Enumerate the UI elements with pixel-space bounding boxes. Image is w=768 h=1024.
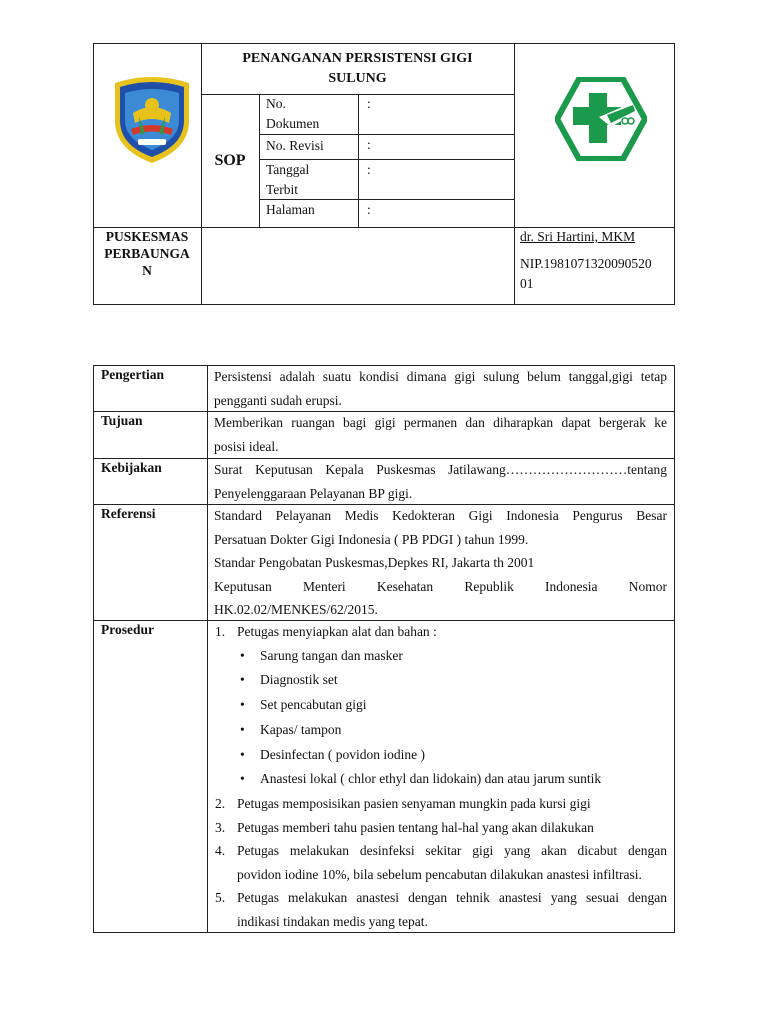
procedure-step [215,792,667,816]
text-line: Surat Keputusan Kepala Puskesmas Jatilawang………………………tentang [214,462,667,477]
list-item [240,718,667,743]
materials-list [237,644,667,793]
step-text: indikasi tindakan medis yang tepat. [237,913,428,929]
field-label-halaman: Halaman [266,202,315,217]
section-text-pengertian [214,365,667,412]
bullet-icon: • [240,721,245,737]
title-line: PENANGANAN PERSISTENSI GIGI [242,50,473,66]
step-number: 4. [215,843,226,859]
field-value-no-dokumen: : [367,96,371,111]
text-line: Penyelenggaraan Pelayanan BP gigi. [214,485,413,501]
text-line: posisi ideal. [214,438,279,454]
section-label-pengertian: Pengertian [101,367,164,382]
text-line: Standard Pelayanan Medis Kedokteran Gigi Indonesia Pengurus Besar [214,508,667,523]
border [259,134,514,135]
list-item [240,743,667,768]
border [93,365,94,933]
puskesmas-logo-icon [555,77,647,161]
step-text: Petugas memberi tahu pasien tentang hal-hal yang akan dilakukan [237,819,594,835]
section-text-kebijakan [214,458,667,505]
org-name-line: PERBAUNGA [104,246,190,261]
field-value-no-revisi: : [367,137,371,152]
regency-emblem-icon [111,73,193,165]
list-item-text: Sarung tangan dan masker [260,647,403,663]
procedure-step [215,816,667,840]
section-label-referensi: Referensi [101,506,156,521]
field-label-no-dokumen [266,94,319,134]
border [358,94,359,227]
bullet-icon: • [240,746,245,762]
text-line: Memberikan ruangan bagi gigi permanen dan diharapkan dapat bergerak ke [214,415,667,430]
border [674,365,675,933]
list-item-text: Anastesi lokal ( chlor ethyl dan lidokain) dan atau jarum suntik [260,771,602,787]
procedure-step [215,839,667,886]
list-item [240,668,667,693]
signer-name: dr. Sri Hartini, MKM [520,229,636,244]
field-value-halaman: : [367,202,371,217]
procedure-step [215,886,667,933]
step-number: 3. [215,819,226,835]
page-title [201,43,514,94]
list-item [240,767,667,792]
text-line: Keputusan Menteri Kesehatan Republik Indonesia Nomor [214,578,667,594]
step-number: 2. [215,796,226,812]
border [93,304,675,305]
text-line: pengganti sudah erupsi. [214,392,342,408]
list-item-text: Set pencabutan gigi [260,697,367,713]
bullet-icon: • [240,672,245,688]
step-number: 5. [215,890,226,906]
step-number: 1. [215,624,226,639]
procedure-step [215,620,667,644]
sop-content-table [93,365,675,933]
section-label-prosedur: Prosedur [101,622,154,637]
step-text: povidon iodine 10%, bila sebelum pencabutan dilakukan anastesi infiltrasi. [237,866,642,882]
field-label-tanggal-terbit [266,160,309,200]
bullet-icon: • [240,697,245,713]
signer-nip-line: 01 [520,276,534,291]
title-line: SULUNG [328,70,387,86]
list-item-text: Desinfectan ( povidon iodine ) [260,746,425,762]
field-label-line: Tanggal [266,162,310,177]
section-text-referensi [214,504,667,622]
text-line: Standar Pengobatan Puskesmas,Depkes RI, Jakarta th 2001 [214,555,535,570]
section-label-tujuan: Tujuan [101,413,143,428]
list-item [240,644,667,669]
org-name [93,227,201,279]
field-label-line: Dokumen [266,116,320,131]
list-item [240,693,667,718]
signer-nip [520,254,652,294]
field-label-line: Terbit [266,182,299,197]
list-item-text: Kapas/ tampon [260,721,342,737]
text-line: HK.02.02/MENKES/62/2015. [214,602,378,617]
border [207,365,208,933]
org-name-line: PUSKESMAS [105,229,189,244]
step-text: Petugas menyiapkan alat dan bahan : [237,624,437,639]
text-line: Persistensi adalah suatu kondisi dimana gigi sulung belum tanggal,gigi tetap [214,369,667,384]
section-text-tujuan [214,411,667,458]
field-label-line: No. [266,96,286,111]
border [259,94,260,227]
sop-header-table [93,43,675,305]
border [674,43,675,305]
sop-label: SOP [214,151,246,169]
border [514,43,515,305]
org-name-line: N [142,263,152,278]
section-label-kebijakan: Kebijakan [101,460,162,475]
step-text: Petugas melakukan desinfeksi sekitar gigi yang akan dicabut dengan [237,843,667,859]
signer-nip-line: NIP.1981071320090520 [520,256,652,271]
bullet-icon: • [240,771,245,787]
procedure-list [215,620,667,933]
list-item-text: Diagnostik set [260,672,338,688]
field-label-no-revisi: No. Revisi [266,138,324,153]
bullet-icon: • [240,647,245,663]
step-text: Petugas memposisikan pasien senyaman mungkin pada kursi gigi [237,796,591,812]
field-value-tanggal-terbit: : [367,162,371,177]
step-text: Petugas melakukan anastesi dengan tehnik anastesi yang sesuai dengan [237,890,667,906]
text-line: Persatuan Dokter Gigi Indonesia ( PB PDGI ) tahun 1999. [214,531,529,547]
